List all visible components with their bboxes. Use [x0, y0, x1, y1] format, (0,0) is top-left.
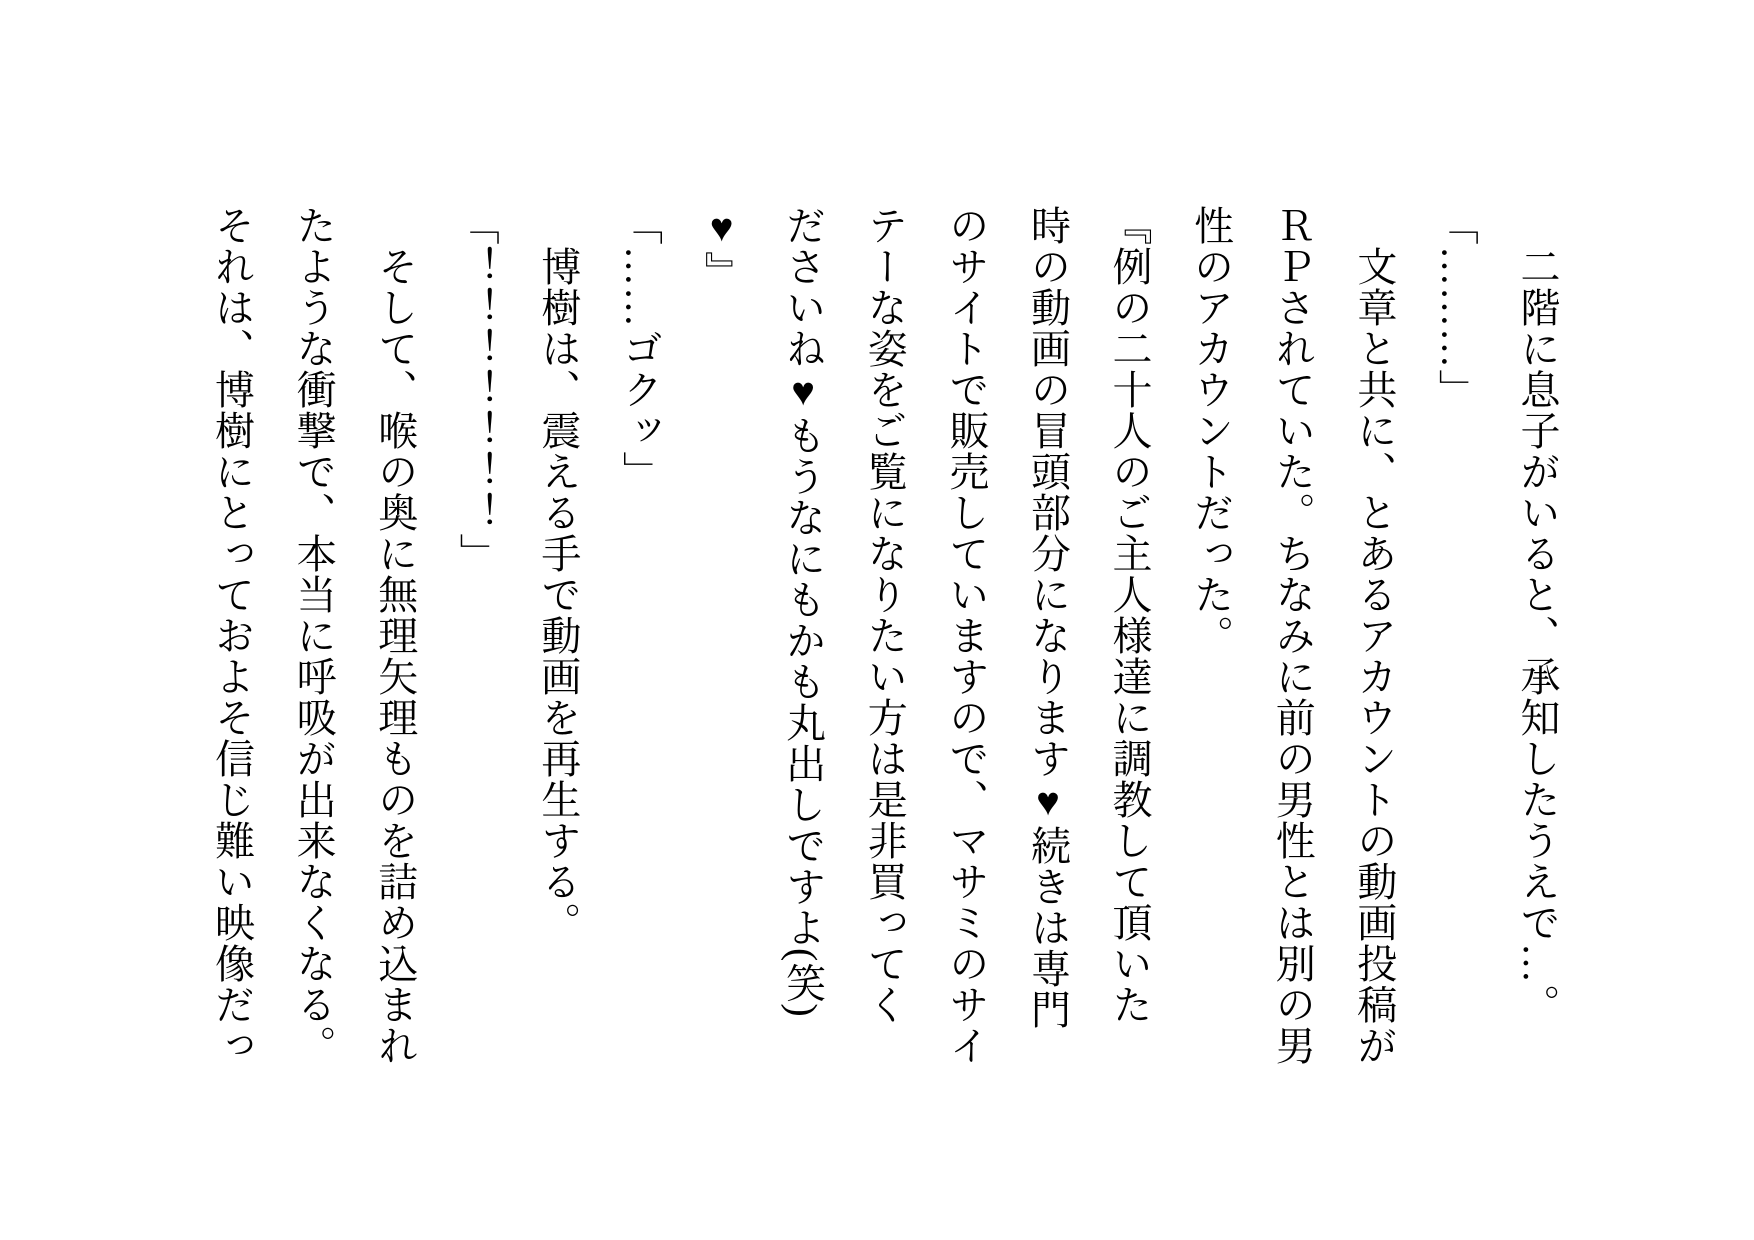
text-column-7: 時の動画の冒頭部分になります♥続きは専門 — [1025, 205, 1071, 1030]
text-column-1: 二階に息子がいると、承知したうえで…。 — [1515, 205, 1560, 1025]
vertical-text-block — [191, 0, 1754, 1066]
text-column-14-dialogue: 「！！！！！！！」 — [454, 205, 500, 574]
text-column-11-quote-end: ♥』 — [699, 205, 745, 292]
text-column-10: ださいね♥もうなにもかも丸出しですよ(笑) — [780, 205, 826, 1018]
text-column-9: テーな姿をご覧になりたい方は是非買ってく — [862, 205, 908, 1025]
text-column-6-quote-start: 『例の二十人のご主人様達に調教して頂いた — [1107, 205, 1153, 1025]
text-column-4: ＲＰされていた。ちなみに前の男性とは別の男 — [1270, 205, 1316, 1066]
text-column-17: それは、博樹にとっておよそ信じ難い映像だっ — [209, 205, 255, 1066]
text-column-16: たような衝撃で、本当に呼吸が出来なくなる。 — [291, 205, 337, 1066]
text-column-3: 文章と共に、とあるアカウントの動画投稿が — [1351, 205, 1397, 1066]
text-column-13: 博樹は、震える手で動画を再生する。 — [535, 205, 581, 943]
text-column-12-dialogue: 「……ゴクッ」 — [617, 205, 663, 492]
text-column-8: のサイトで販売していますので、マサミのサイ — [943, 205, 989, 1066]
text-column-15: そして、喉の奥に無理矢理ものを詰め込まれ — [372, 205, 418, 1066]
text-column-5: 性のアカウントだった。 — [1188, 205, 1234, 656]
text-column-2-dialogue: 「………」 — [1433, 205, 1479, 410]
